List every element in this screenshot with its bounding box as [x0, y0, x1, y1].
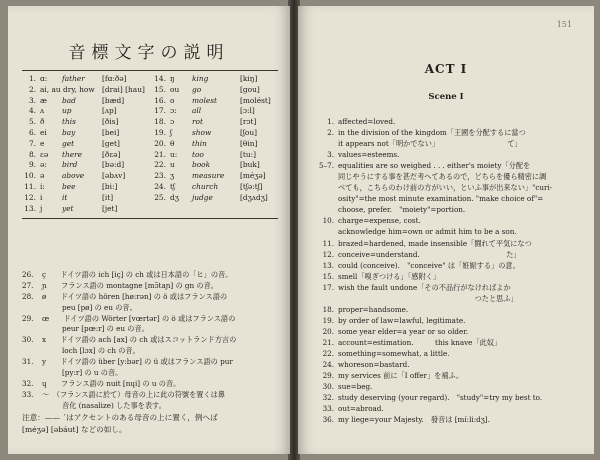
symbol-transcription: [rɔt] — [240, 117, 257, 127]
gloss-row — [316, 215, 586, 226]
symbol-transcription: [ðɛə] — [102, 149, 121, 159]
symbol-number: 11. — [24, 181, 36, 191]
symbol-number: 7. — [28, 138, 36, 148]
note-row — [22, 346, 284, 357]
gloss-notes — [316, 116, 586, 425]
symbol-number: 2. — [28, 84, 36, 94]
table-bottom-rule — [22, 218, 278, 219]
symbol-glyph: i — [40, 192, 43, 202]
symbol-number: 3. — [28, 95, 36, 105]
gloss-row — [316, 127, 586, 138]
footnote-line-2: [méʒə] [əbáut] などの如し。 — [22, 425, 127, 434]
symbol-transcription: [tu:] — [240, 149, 256, 159]
symbol-example-word: above — [62, 171, 85, 181]
symbol-row — [152, 128, 278, 139]
symbol-transcription: [θin] — [240, 138, 258, 148]
symbol-example-word: there — [62, 149, 83, 159]
symbol-example-word: bird — [62, 160, 78, 170]
symbol-row — [22, 128, 150, 139]
symbol-glyph: ou — [170, 84, 180, 94]
note-number: 31. — [22, 357, 34, 367]
symbol-row — [152, 193, 278, 204]
symbol-number: 21. — [154, 149, 166, 159]
scene-title: Scene I — [428, 92, 464, 102]
right-page — [298, 6, 594, 454]
gloss-text: smell「嗅ぎつける」「感附く」 — [338, 271, 441, 281]
symbol-row — [22, 139, 150, 150]
gloss-text: osity"=the most minute examination. "make choice of"= — [338, 194, 544, 204]
symbol-example-word: yet — [62, 203, 74, 213]
gloss-text: could (conceive). "conceive" は「姙娠する」の意。 — [338, 260, 520, 270]
symbol-example-word: church — [192, 181, 219, 191]
symbol-transcription: [əbʌv] — [102, 171, 126, 181]
gloss-line-number: 24. — [322, 360, 334, 370]
gloss-text: proper=handsome. — [338, 304, 409, 314]
page-number: 151 — [556, 20, 572, 29]
symbol-example-word: show — [192, 127, 212, 137]
note-text: peu [pø] の eu の音。 — [62, 302, 137, 312]
note-row — [22, 335, 284, 346]
symbol-number: 6. — [28, 127, 36, 137]
note-row — [22, 281, 284, 292]
gloss-text: study deserving (your regard). "study"=try my best to. — [338, 393, 543, 403]
symbol-transcription: [bi:] — [102, 181, 118, 191]
symbol-transcription: [gou] — [240, 84, 260, 94]
symbol-number: 13. — [24, 203, 36, 213]
note-text: loch [lɔx] の ch の音。 — [62, 346, 140, 356]
symbol-row — [22, 85, 150, 96]
symbol-transcription: [drai] [hau] — [102, 84, 145, 94]
gloss-text: wish the fault undone「その不品行がなければよか — [338, 282, 511, 292]
gloss-text: by order of law=lawful, legitimate. — [338, 315, 466, 325]
note-number: 26. — [22, 270, 34, 279]
symbol-row — [22, 96, 150, 107]
gloss-row — [316, 392, 586, 403]
symbol-glyph: ŋ — [170, 74, 175, 83]
symbol-glyph: θ — [170, 138, 175, 148]
note-number: 27. — [22, 280, 34, 290]
symbol-notes — [22, 270, 284, 412]
symbol-row — [152, 74, 278, 85]
gloss-row — [316, 182, 586, 193]
symbol-example-word: bee — [62, 181, 76, 191]
symbol-glyph: tʃ — [170, 181, 175, 191]
symbol-glyph: æ — [40, 95, 47, 105]
symbol-transcription: [jet] — [102, 203, 118, 213]
gloss-row — [316, 171, 586, 182]
symbol-row — [22, 182, 150, 193]
gloss-text: values=esteems. — [338, 150, 400, 160]
gloss-text: brazed=hardened, made insensible「闘れて平気になつ — [338, 238, 532, 248]
note-text: x ドイツ語の ach [ax] の ch 或はスコットランド方言の — [42, 335, 237, 345]
gloss-line-number: 29. — [322, 371, 334, 381]
gloss-row — [316, 238, 586, 249]
note-row — [22, 357, 284, 368]
symbol-transcription: [ɔ:l] — [240, 106, 255, 116]
gloss-text: whoreson=bastard. — [338, 360, 410, 370]
symbol-glyph: i: — [40, 181, 45, 191]
gloss-row — [316, 381, 586, 392]
note-number: 29. — [22, 313, 34, 323]
symbol-number: 12. — [24, 192, 36, 202]
symbol-row — [22, 171, 150, 182]
gloss-row — [316, 116, 586, 127]
footnote-line-1: 注意：—— ˊはアクセントのある母音の上に置く，例へば — [22, 413, 218, 422]
symbol-glyph: ʃ — [170, 127, 173, 137]
gloss-row — [316, 414, 586, 425]
gloss-text: something=somewhat, a little. — [338, 348, 450, 358]
gloss-row — [316, 403, 586, 414]
symbol-glyph: j — [40, 203, 43, 213]
gloss-row — [316, 160, 586, 171]
symbol-number: 14. — [154, 74, 166, 83]
gloss-text: べても，こちらのわけ前の方がいい，といふ事が出来ない」"curi- — [338, 183, 553, 193]
symbol-example-word: get — [62, 138, 75, 148]
symbol-transcription: [bæd] — [102, 95, 125, 105]
symbol-glyph: u: — [170, 149, 178, 159]
note-text: y ドイツ語の über [y:bər] の ü 或はフランス語の pur — [42, 357, 233, 367]
symbol-row — [152, 171, 278, 182]
gloss-text: acknowledge him=own or admit him to be a son. — [338, 227, 517, 237]
note-row — [22, 314, 284, 325]
gloss-row — [316, 149, 586, 160]
symbol-example-word: it — [62, 192, 68, 202]
symbol-glyph: ʒ — [170, 171, 175, 181]
symbol-number: 1. — [28, 74, 36, 83]
gloss-text: conceive=understand. た」 — [338, 249, 521, 259]
note-text: 音化 (nasalize) した事を表す。 — [62, 400, 166, 410]
symbol-example-word: too — [192, 149, 204, 159]
symbol-example-word: thin — [192, 138, 207, 148]
symbol-row — [22, 74, 150, 85]
symbol-transcription: [ʌp] — [102, 106, 117, 116]
symbol-transcription: [méʒə] — [240, 171, 266, 181]
symbol-example-word: up — [62, 106, 72, 116]
gloss-row — [316, 260, 586, 271]
symbol-example-word: judge — [192, 192, 213, 202]
symbol-row — [22, 204, 150, 215]
note-text: œ ドイツ語の Wörter [vœrtər] の ö 或はフランス語の — [42, 313, 236, 323]
note-row — [22, 379, 284, 390]
symbol-column-left — [22, 74, 150, 214]
note-text: ɥ フランス語の nuit [nɥi] の u の音。 — [42, 378, 181, 388]
gloss-text: charge=expense, cost. — [338, 216, 421, 226]
symbol-transcription: [dʒʌdʒ] — [240, 192, 268, 202]
symbol-row — [152, 117, 278, 128]
gloss-text: some year elder=a year or so older. — [338, 326, 469, 336]
symbol-row — [22, 117, 150, 128]
gloss-line-number: 21. — [322, 337, 334, 347]
note-number: 28. — [22, 291, 34, 301]
gloss-text: 同じやうにする事を甚だ考へてあるので，どちらを優ら精密に調 — [338, 172, 547, 182]
gloss-text: it appears not「明かでない」 て」 — [338, 139, 522, 149]
gloss-row — [316, 293, 586, 304]
gloss-row — [316, 326, 586, 337]
symbol-row — [22, 150, 150, 161]
symbol-number: 18. — [154, 117, 166, 127]
symbol-glyph: ə: — [40, 160, 47, 170]
gloss-row — [316, 249, 586, 260]
symbol-row — [22, 106, 150, 117]
gloss-line-number: 30. — [322, 382, 334, 392]
symbol-transcription: [kiŋ] — [240, 74, 258, 83]
symbol-example-word: all — [192, 106, 202, 116]
gloss-row — [316, 370, 586, 381]
gloss-line-number: 12. — [322, 249, 334, 259]
note-number: 30. — [22, 335, 34, 345]
symbol-row — [152, 182, 278, 193]
symbol-example-word: bay — [62, 127, 76, 137]
symbol-example-word: rot — [192, 117, 203, 127]
note-row — [22, 303, 284, 314]
symbol-number: 15. — [154, 84, 166, 94]
symbol-column-right — [152, 74, 278, 204]
gloss-row — [316, 204, 586, 215]
gloss-row — [316, 271, 586, 282]
symbol-glyph: ð — [40, 117, 45, 127]
note-text: ø ドイツ語の hören [hø:rən] の ö 或はフランス語の — [42, 291, 228, 301]
gloss-line-number: 13. — [322, 260, 334, 270]
gloss-line-number: 22. — [322, 348, 334, 358]
gloss-line-number: 15. — [322, 271, 334, 281]
symbol-glyph: dʒ — [170, 192, 179, 202]
note-text: ɲ フランス語の montagne [mɔ̃taɲ] の gn の音。 — [42, 280, 218, 290]
symbol-number: 20. — [154, 138, 166, 148]
gloss-row — [316, 304, 586, 315]
gloss-text: affected=loved. — [338, 117, 396, 126]
gloss-text: account=estimation. this knave「此奴」 — [338, 337, 502, 347]
symbol-row — [22, 193, 150, 204]
symbol-row — [152, 139, 278, 150]
gloss-line-number: 11. — [322, 238, 334, 248]
gloss-line-number: 17. — [322, 282, 334, 292]
gloss-line-number: 36. — [322, 415, 334, 425]
symbol-example-word: molest — [192, 95, 217, 105]
act-title: ACT I — [424, 62, 468, 76]
symbol-glyph: o — [170, 95, 175, 105]
gloss-line-number: 10. — [322, 216, 334, 226]
note-text: [py:r] の u の音。 — [62, 368, 123, 378]
symbol-example-word: bad — [62, 95, 76, 105]
gloss-line-number: 3. — [327, 150, 334, 160]
gloss-row — [316, 226, 586, 237]
gloss-row — [316, 138, 586, 149]
note-row — [22, 368, 284, 379]
symbol-transcription: [tʃə:tʃ] — [240, 181, 263, 191]
gloss-text: out=abroad. — [338, 404, 384, 414]
symbol-transcription: [it] — [102, 192, 114, 202]
symbol-number: 23. — [154, 171, 166, 181]
gloss-line-number: 1. — [327, 117, 334, 126]
symbol-transcription: [get] — [102, 138, 120, 148]
gloss-line-number: 20. — [322, 326, 334, 336]
symbol-number: 5. — [28, 117, 36, 127]
note-text: ç ドイツ語の ich [iç] の ch 或は日本語の「ヒ」の音。 — [42, 270, 233, 279]
note-number: 33. — [22, 389, 34, 399]
symbol-glyph: ɔ: — [170, 106, 177, 116]
page-title: 音標文字の説明 — [68, 43, 230, 63]
gloss-row — [316, 282, 586, 293]
gloss-text: equalities are so weighed . . . either's moiety「分配を — [338, 161, 531, 171]
symbol-glyph: u — [170, 160, 175, 170]
symbol-number: 24. — [154, 181, 166, 191]
symbol-row — [152, 85, 278, 96]
symbol-transcription: [bei] — [102, 127, 120, 137]
symbol-example-word: measure — [192, 171, 225, 181]
symbol-row — [152, 150, 278, 161]
note-row — [22, 401, 284, 412]
symbol-transcription: [molést] — [240, 95, 271, 105]
symbol-example-word: book — [192, 160, 211, 170]
symbol-glyph: ɑ: — [40, 74, 48, 83]
symbol-transcription: [fɑ:ðə] — [102, 74, 127, 83]
symbol-glyph: ʌ — [40, 106, 45, 116]
note-row — [22, 270, 284, 281]
symbol-glyph: ɛə — [40, 149, 49, 159]
gloss-line-number: 2. — [327, 128, 334, 138]
symbol-number: 16. — [154, 95, 166, 105]
gloss-text: choose, prefer. "moiety"=portion. — [338, 205, 466, 215]
gloss-line-number: 5–7. — [318, 161, 334, 171]
gloss-line-number: 32. — [322, 393, 334, 403]
symbol-number: 19. — [154, 127, 166, 137]
symbol-glyph: ei — [40, 127, 47, 137]
symbol-number: 17. — [154, 106, 166, 116]
symbol-row — [152, 106, 278, 117]
symbol-glyph: ə — [40, 171, 45, 181]
gloss-text: my liege=your Majesty. 發音は [mí:li:dʒ]. — [338, 415, 490, 425]
symbol-transcription: [ʃou] — [240, 127, 257, 137]
gloss-line-number: 33. — [322, 404, 334, 414]
gloss-text: つたと思ふ」 — [338, 293, 518, 303]
note-text: peur [pœ:r] の eu の音。 — [62, 324, 149, 334]
symbol-number: 10. — [24, 171, 36, 181]
note-row — [22, 390, 284, 401]
symbol-glyph: e — [40, 138, 45, 148]
symbol-glyph: ai, au dry, how — [40, 84, 95, 94]
gloss-line-number: 18. — [322, 304, 334, 314]
symbol-transcription: [buk] — [240, 160, 260, 170]
note-row — [22, 324, 284, 335]
note-text: ～ （フランス語に於て）母音の上に此の符號を置くは鼻 — [42, 389, 226, 399]
symbol-example-word: go — [192, 84, 202, 94]
table-top-rule — [22, 70, 278, 71]
gloss-text: in the division of the kingdom「王國を分配するに當つ — [338, 128, 526, 138]
gloss-row — [316, 348, 586, 359]
footnote — [22, 412, 284, 436]
gloss-row — [316, 315, 586, 326]
gloss-row — [316, 337, 586, 348]
symbol-glyph: ɔ — [170, 117, 175, 127]
symbol-transcription: [ðis] — [102, 117, 119, 127]
symbol-number: 22. — [154, 160, 166, 170]
symbol-row — [22, 160, 150, 171]
gloss-text: sue=beg. — [338, 382, 373, 392]
gloss-text: my services 前に「I offer」を補ふ。 — [338, 371, 464, 381]
symbol-number: 4. — [28, 106, 36, 116]
left-page — [8, 6, 290, 454]
gloss-row — [316, 193, 586, 204]
symbol-number: 8. — [28, 149, 36, 159]
gloss-row — [316, 359, 586, 370]
symbol-example-word: father — [62, 74, 85, 83]
symbol-row — [152, 160, 278, 171]
symbol-example-word: this — [62, 117, 76, 127]
symbol-transcription: [bə:d] — [102, 160, 125, 170]
symbol-number: 25. — [154, 192, 166, 202]
symbol-example-word: king — [192, 74, 209, 83]
gloss-line-number: 19. — [322, 315, 334, 325]
symbol-row — [152, 96, 278, 107]
note-row — [22, 292, 284, 303]
note-number: 32. — [22, 378, 34, 388]
symbol-number: 9. — [28, 160, 36, 170]
